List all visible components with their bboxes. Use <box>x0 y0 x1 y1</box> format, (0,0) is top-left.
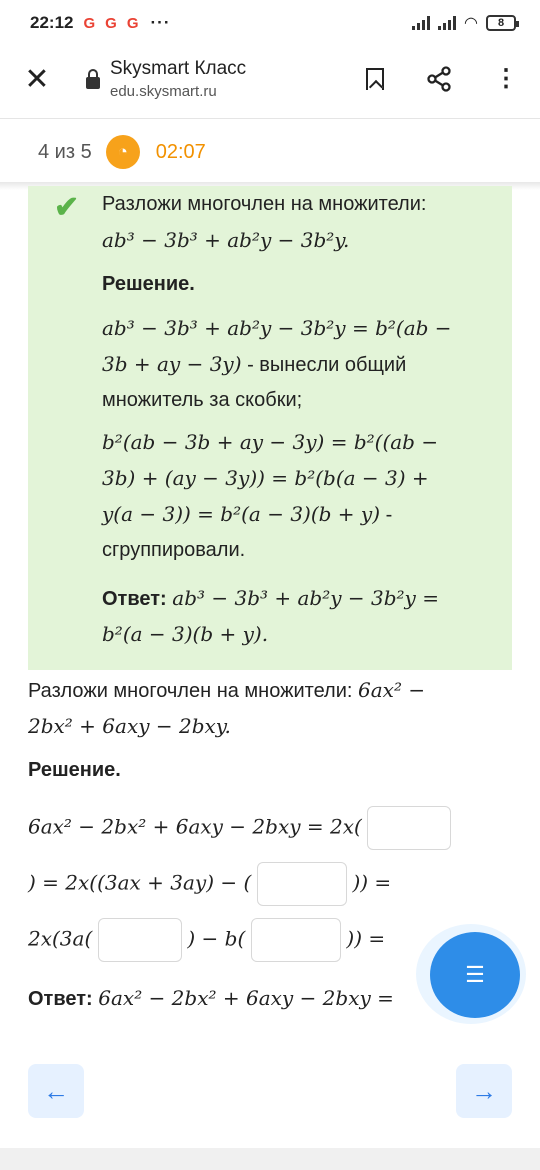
progress-row <box>0 128 540 176</box>
answer-expression: b²(a − 3)(b + y). <box>102 622 269 646</box>
share-icon[interactable] <box>426 66 452 92</box>
battery-icon <box>486 15 516 31</box>
more-notifications-icon: ··· <box>150 13 171 32</box>
page-title-block[interactable] <box>110 58 246 100</box>
task2-expression: 6ax² − <box>358 678 426 702</box>
solution-math: y(a − 3)) = b²(a − 3)(b + y) <box>102 502 381 526</box>
task2-prompt-text: Разложи многочлен на множители: <box>28 680 359 702</box>
solution-step: ab³ − 3b³ + ab²y − 3b²y = b²(ab − <box>102 316 452 340</box>
site-title: Skysmart Класс <box>110 58 247 79</box>
solution-comment: множитель за скобки; <box>102 389 303 411</box>
signal-icon <box>438 16 456 30</box>
answer-expression: ab³ − 3b³ + ab²y − 3b²y = <box>172 586 439 610</box>
task2-prompt <box>28 672 518 709</box>
task2-expression: )) = <box>346 926 386 951</box>
status-bar <box>0 0 540 46</box>
bookmark-icon[interactable] <box>366 68 384 90</box>
google-icon: G <box>105 14 117 32</box>
answer-input[interactable] <box>251 918 341 962</box>
solution-comment: сгруппировали. <box>102 539 246 561</box>
task-expression: ab³ − 3b³ + ab²y − 3b²y. <box>102 228 350 252</box>
solution-comment: - вынесли общий <box>241 354 407 376</box>
bottom-nav <box>0 1040 540 1130</box>
solution-comment: - <box>380 504 393 526</box>
task2-expression: 2x(3a( <box>28 926 93 951</box>
solution-step: b²(ab − 3b + ay − 3y) = b²((ab − <box>102 430 439 454</box>
answer-label: Ответ: <box>28 988 93 1010</box>
google-icon: G <box>126 14 139 32</box>
solution-step <box>102 496 488 533</box>
battery-level: 8 <box>497 17 505 29</box>
more-menu-icon[interactable]: ⋮ <box>494 65 518 92</box>
answer-input[interactable] <box>257 862 347 906</box>
close-icon[interactable]: ✕ <box>24 62 50 96</box>
browser-bar <box>0 46 540 112</box>
answer-input[interactable] <box>367 806 451 850</box>
divider <box>0 118 540 119</box>
task2-expression: ) = 2x((3ax + 3ay) − ( <box>28 870 252 895</box>
task2-heading: Решение. <box>28 759 121 781</box>
signal-icon <box>412 16 430 30</box>
site-url: edu.skysmart.ru <box>110 83 217 100</box>
back-button[interactable]: ← <box>28 1064 84 1118</box>
task2-row <box>28 862 518 906</box>
task-prompt: Разложи многочлен на множители: <box>102 193 427 215</box>
lock-icon <box>86 77 100 89</box>
google-icon: G <box>83 14 96 32</box>
wifi-icon: ◠ <box>464 15 478 32</box>
status-time: 22:12 <box>30 13 74 32</box>
check-icon: ✔ <box>54 191 80 224</box>
task2-expression: ) − b( <box>187 926 246 951</box>
answer-input[interactable] <box>98 918 182 962</box>
task2-row <box>28 806 518 850</box>
forward-button[interactable]: → <box>456 1064 512 1118</box>
solution-step: 3b) + (ay − 3y)) = b²(b(a − 3) + <box>102 466 429 490</box>
timer: 02:07 <box>155 140 206 163</box>
task2-expression: )) = <box>352 870 392 895</box>
solution-step <box>102 346 488 383</box>
clock-icon: ◔ <box>106 135 140 169</box>
solution-heading: Решение. <box>102 273 195 295</box>
answer-row <box>102 580 488 617</box>
task-counter: 4 из 5 <box>38 140 92 163</box>
solution-math: 3b + ay − 3y) <box>102 352 242 376</box>
gamepad-icon[interactable]: ☰ <box>430 932 520 1018</box>
task2-expression: 6ax² − 2bx² + 6axy − 2bxy = 2x( <box>28 814 362 839</box>
answer-label: Ответ: <box>102 588 167 610</box>
task2-expression: 2bx² + 6axy − 2bxy. <box>28 714 231 738</box>
task2-expression: 6ax² − 2bx² + 6axy − 2bxy = <box>98 986 394 1010</box>
system-nav-bar <box>0 1148 540 1170</box>
